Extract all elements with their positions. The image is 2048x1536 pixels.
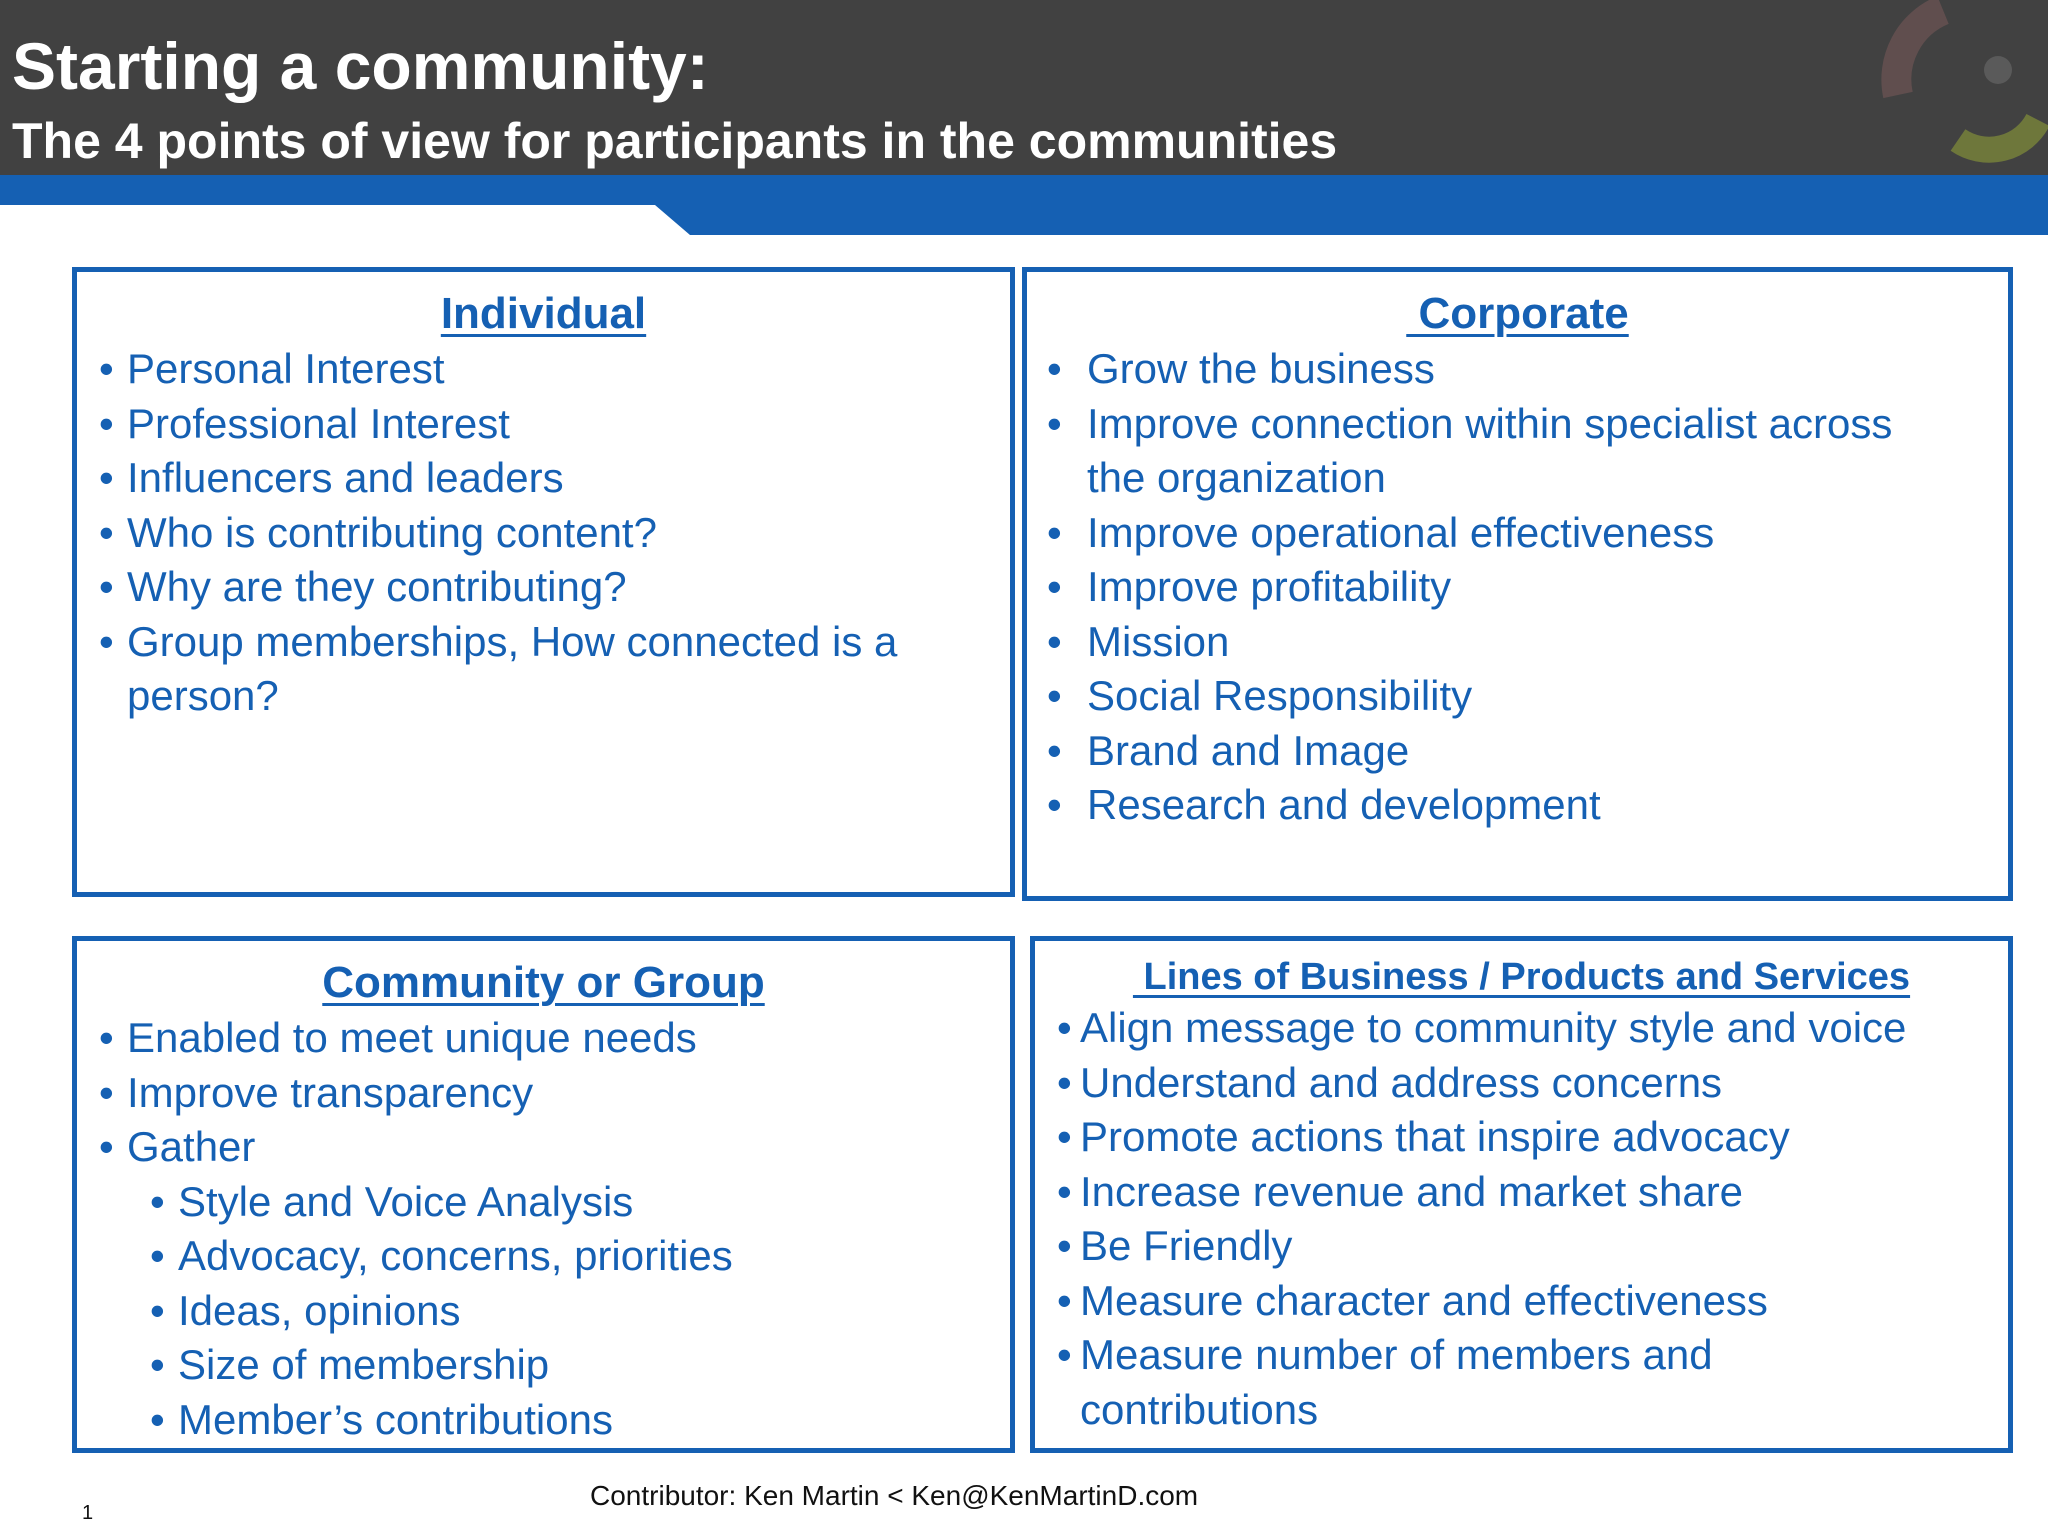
list-item: • Professional Interest bbox=[99, 399, 510, 447]
lines-of-business-list bbox=[1035, 1001, 2008, 1437]
list-item: • Improve transparency bbox=[99, 1068, 534, 1116]
list-item: • Enabled to meet unique needs bbox=[99, 1014, 697, 1061]
page-number: 1 bbox=[82, 1502, 94, 1524]
sub-list-item: • Advocacy, concerns, priorities bbox=[150, 1232, 733, 1279]
list-item: • Improve profitability bbox=[1047, 563, 1452, 610]
list-item: • Grow the business bbox=[1047, 345, 1435, 392]
list-item: • Improve connection within specialist across bbox=[1047, 399, 1893, 447]
corporate-title: Corporate bbox=[1406, 289, 1629, 338]
list-item: • Measure character and effectiveness bbox=[1057, 1276, 1768, 1324]
list-item: • Research and development bbox=[1047, 781, 1601, 828]
sub-list-item: • Style and Voice Analysis bbox=[150, 1177, 634, 1225]
community-panel bbox=[72, 936, 1015, 1453]
list-item: • Promote actions that inspire advocacy bbox=[1057, 1113, 1790, 1160]
header-accent-band bbox=[0, 175, 2048, 235]
list-item: • Mission bbox=[1047, 617, 1230, 665]
sub-list-item: • Member’s contributions bbox=[150, 1395, 613, 1443]
list-item: • Measure number of members and bbox=[1057, 1331, 1713, 1378]
list-item: • Gather bbox=[99, 1123, 256, 1170]
list-item: • Align message to community style and voice bbox=[1057, 1004, 1907, 1051]
list-item: • Personal Interest bbox=[99, 345, 445, 392]
community-logo-icon bbox=[1848, 0, 2048, 175]
community-title: Community or Group bbox=[322, 958, 765, 1007]
list-item: • Be Friendly bbox=[1057, 1222, 1293, 1269]
list-item: • Who is contributing content? bbox=[99, 508, 657, 556]
corporate-panel bbox=[1022, 267, 2013, 901]
slide-subtitle: The 4 points of view for participants in the communities bbox=[12, 113, 1338, 169]
list-item: • Why are they contributing? bbox=[99, 563, 627, 610]
list-item: • Influencers and leaders bbox=[99, 454, 564, 501]
list-item: • Understand and address concerns bbox=[1057, 1058, 1723, 1106]
list-item: • Social Responsibility bbox=[1047, 672, 1473, 719]
lines-of-business-title: Lines of Business / Products and Services bbox=[1132, 956, 1911, 998]
list-item: • Group memberships, How connected is a bbox=[99, 617, 898, 665]
sub-list-item: • Size of membership bbox=[150, 1341, 550, 1388]
community-list bbox=[77, 1011, 1010, 1447]
contributor-credit: Contributor: Ken Martin < Ken@KenMartinD.com bbox=[590, 1480, 1199, 1511]
list-item: • Brand and Image bbox=[1047, 726, 1410, 774]
list-item-continuation: contributions bbox=[1080, 1385, 1319, 1433]
lines-of-business-panel bbox=[1030, 936, 2013, 1453]
list-item: • Improve operational effectiveness bbox=[1047, 508, 1715, 556]
slide-header bbox=[0, 0, 2048, 175]
sub-list-item: • Ideas, opinions bbox=[150, 1286, 461, 1334]
slide-title: Starting a community: bbox=[12, 29, 709, 103]
list-item-continuation: the organization bbox=[1087, 454, 1386, 501]
corporate-list bbox=[1027, 342, 2008, 833]
individual-list bbox=[77, 342, 1010, 724]
list-item-continuation: person? bbox=[127, 672, 279, 719]
list-item: • Increase revenue and market share bbox=[1057, 1167, 1744, 1215]
individual-panel bbox=[72, 267, 1015, 897]
individual-title: Individual bbox=[440, 289, 647, 338]
